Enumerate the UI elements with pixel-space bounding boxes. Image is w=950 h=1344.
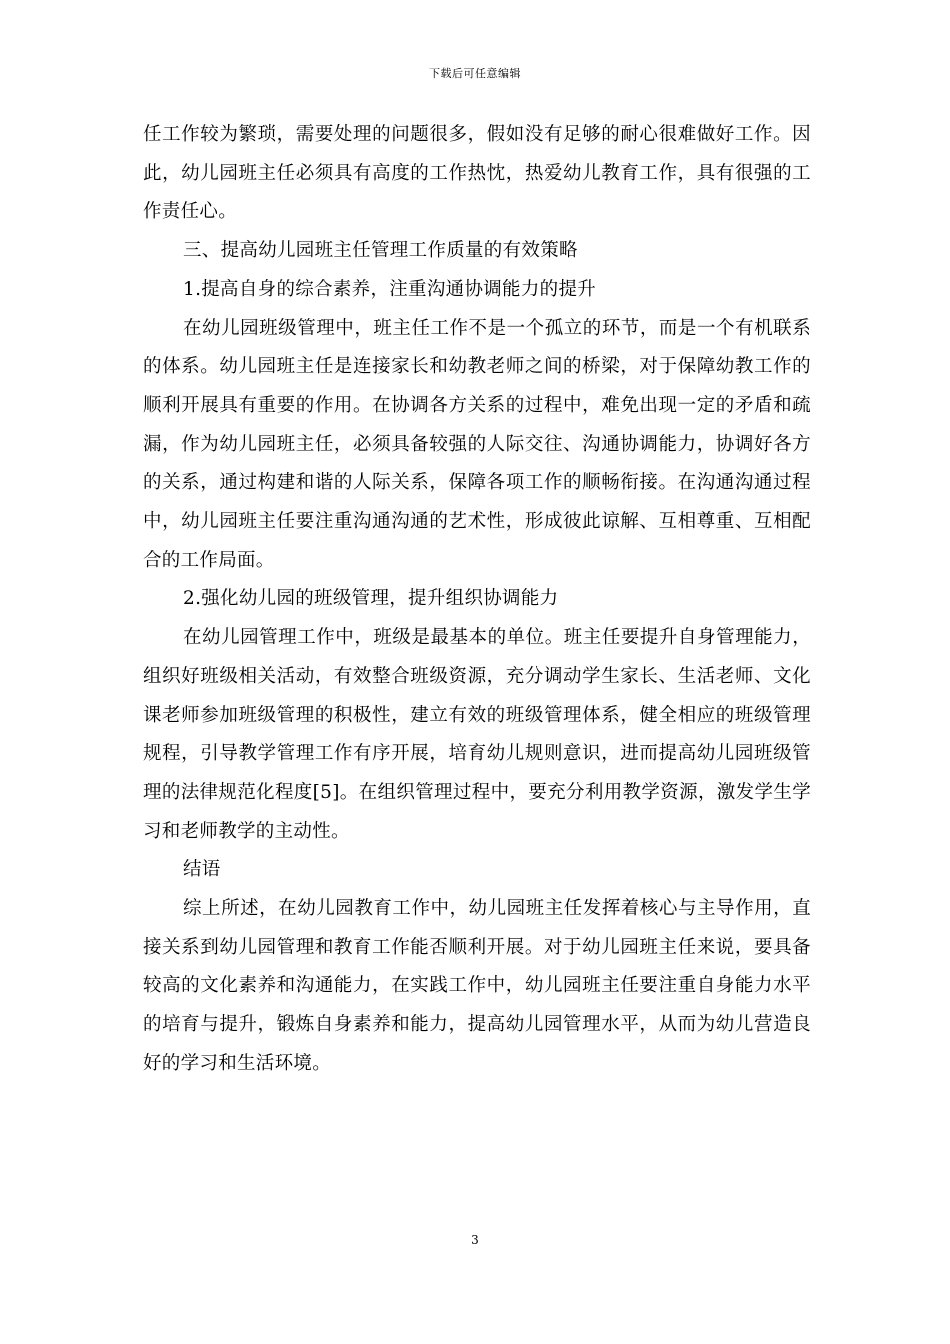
subsection-heading: 2.强化幼儿园的班级管理，提升组织协调能力 xyxy=(183,588,559,610)
paragraph: 任工作较为繁琐，需要处理的问题很多，假如没有足够的耐心很难做好工作。因此，幼儿园班主任必须具有高度的工作热忱，热爱幼儿教育工作，具有很强的工作责任心。 xyxy=(143,124,811,223)
section-heading: 三、提高幼儿园班主任管理工作质量的有效策略 xyxy=(183,240,578,262)
page-number: 3 xyxy=(471,1233,479,1247)
subsection-heading: 1.提高自身的综合素养，注重沟通协调能力的提升 xyxy=(183,278,597,300)
document-body xyxy=(143,116,811,1084)
paragraph: 综上所述，在幼儿园教育工作中，幼儿园班主任发挥着核心与主导作用，直接关系到幼儿园管理和教育工作能否顺利开展。对于幼儿园班主任来说，要具备较高的文化素养和沟通能力，在实践工作中，幼儿园班主任要注重自身能力水平的培育与提升，锻炼自身素养和能力，提高幼儿园管理水平，从而为幼儿营造良好的学习和生活环境。 xyxy=(143,898,811,1074)
paragraph: 在幼儿园管理工作中，班级是最基本的单位。班主任要提升自身管理能力，组织好班级相关活动，有效整合班级资源，充分调动学生家长、生活老师、文化课老师参加班级管理的积极性，建立有效的班级管理体系，健全相应的班级管理规程，引导教学管理工作有序开展，培育幼儿规则意识，进而提高幼儿园班级管理的法律规范化程度[5]。在组织管理过程中，要充分利用教学资源，激发学生学习和老师教学的主动性。 xyxy=(143,627,811,842)
paragraph: 在幼儿园班级管理中，班主任工作不是一个孤立的环节，而是一个有机联系的体系。幼儿园班主任是连接家长和幼教老师之间的桥梁，对于保障幼教工作的顺利开展具有重要的作用。在协调各方关系的过程中，难免出现一定的矛盾和疏漏，作为幼儿园班主任，必须具备较强的人际交往、沟通协调能力，协调好各方的关系，通过构建和谐的人际关系，保障各项工作的顺畅衔接。在沟通沟通过程中，幼儿园班主任要注重沟通沟通的艺术性，形成彼此谅解、互相尊重、互相配合的工作局面。 xyxy=(143,317,811,571)
page-header: 下载后可任意编辑 xyxy=(429,67,521,80)
section-heading: 结语 xyxy=(183,859,221,881)
